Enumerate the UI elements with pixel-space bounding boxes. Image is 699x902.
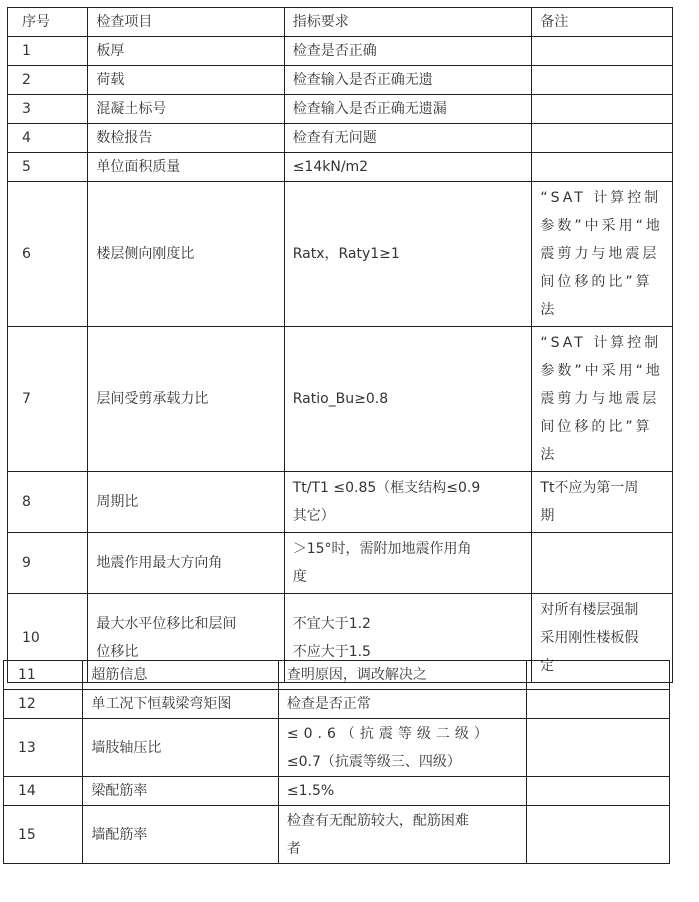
table-row: [8, 153, 673, 182]
row-requirement: 检查输入是否正确无遗漏: [284, 95, 532, 124]
note-line: 间位移的比”算: [540, 274, 653, 290]
table-row: [8, 95, 673, 124]
row-requirement: 检查输入是否正确无遗: [284, 66, 532, 95]
row-note: [532, 37, 673, 66]
row-requirement: 检查是否正常: [278, 690, 526, 719]
row-no: 14: [4, 777, 83, 806]
note-line: 参数”中采用“地: [540, 218, 663, 234]
row-no: 1: [8, 37, 88, 66]
requirement-line: 不应大于1.5: [292, 644, 371, 660]
row-requirement: [278, 719, 526, 777]
table-row: [8, 472, 673, 533]
row-item: 单位面积质量: [88, 153, 284, 182]
row-note: [532, 472, 673, 533]
table-row: [8, 37, 673, 66]
requirement-line: Tt/T1 ≤0.85（框支结构≤0.9: [292, 480, 481, 496]
row-note: [526, 806, 669, 864]
note-line: 期: [540, 508, 555, 524]
row-no: 8: [8, 472, 88, 533]
row-item: 地震作用最大方向角: [88, 533, 284, 594]
row-item: 墙肢轴压比: [83, 719, 279, 777]
row-requirement: 检查有无问题: [284, 124, 532, 153]
row-requirement: Ratx，Raty1≥1: [284, 182, 532, 327]
requirement-line: 度: [292, 569, 307, 585]
header-no: 序号: [8, 8, 88, 37]
table-row: [4, 719, 670, 777]
row-no: 3: [8, 95, 88, 124]
row-note: [532, 153, 673, 182]
row-item: 超筋信息: [83, 661, 279, 690]
row-no: 15: [4, 806, 83, 864]
item-line: 最大水平位移比和层间: [96, 616, 237, 632]
table-row: [8, 124, 673, 153]
row-item: 混凝土标号: [88, 95, 284, 124]
row-no: 12: [4, 690, 83, 719]
row-item: 单工况下恒载梁弯矩图: [83, 690, 279, 719]
note-line: Tt不应为第一周: [540, 480, 639, 496]
note-line: 震剪力与地震层: [540, 391, 660, 407]
item-line: 位移比: [96, 644, 139, 660]
row-requirement: ≤14kN/m2: [284, 153, 532, 182]
requirement-line: ＞15°时，需附加地震作用角: [292, 541, 472, 557]
table-row: [4, 806, 670, 864]
row-item: 梁配筋率: [83, 777, 279, 806]
table-row: [4, 777, 670, 806]
row-note: [532, 533, 673, 594]
requirement-line: ≤0.6（抗震等级二级）: [286, 725, 493, 742]
requirement-line: 检查有无配筋较大，配筋困难: [286, 812, 469, 829]
row-no: 6: [8, 182, 88, 327]
row-note: [526, 690, 669, 719]
check-table-part2: [3, 660, 670, 864]
row-no: 10: [8, 594, 88, 683]
note-line: 法: [540, 447, 558, 463]
row-note: [532, 327, 673, 472]
table-row: [8, 66, 673, 95]
row-no: 4: [8, 124, 88, 153]
row-no: 5: [8, 153, 88, 182]
row-no: 11: [4, 661, 83, 690]
requirement-line: 者: [286, 840, 301, 857]
note-line: 震剪力与地震层: [540, 246, 660, 262]
note-line: 定: [540, 658, 555, 674]
table-row: [8, 182, 673, 327]
row-item: 墙配筋率: [83, 806, 279, 864]
note-line: 间位移的比”算: [540, 419, 653, 435]
row-requirement: 检查是否正确: [284, 37, 532, 66]
row-note: [526, 719, 669, 777]
row-requirement: Ratio_Bu≥0.8: [284, 327, 532, 472]
table-row: [8, 327, 673, 472]
row-item: 楼层侧向刚度比: [88, 182, 284, 327]
table-row: [4, 690, 670, 719]
header-note: 备注: [532, 8, 673, 37]
header-requirement: 指标要求: [284, 8, 532, 37]
header-item: 检查项目: [88, 8, 284, 37]
table-header-row: [8, 8, 673, 37]
row-item: 数检报告: [88, 124, 284, 153]
note-line: 采用刚性楼板假: [540, 630, 639, 646]
row-item: 荷载: [88, 66, 284, 95]
note-line: 对所有楼层强制: [540, 602, 639, 618]
row-note: [526, 777, 669, 806]
note-line: “SAT 计算控制: [540, 190, 662, 206]
table-row: [8, 533, 673, 594]
row-note: [526, 661, 669, 690]
row-no: 9: [8, 533, 88, 594]
row-item: 板厚: [88, 37, 284, 66]
row-note: [532, 124, 673, 153]
note-line: “SAT 计算控制: [540, 335, 662, 351]
row-requirement: 查明原因，调改解决之: [278, 661, 526, 690]
row-no: 2: [8, 66, 88, 95]
row-requirement: [284, 472, 532, 533]
row-requirement: ≤1.5%: [278, 777, 526, 806]
note-line: 法: [540, 302, 558, 318]
row-item: 周期比: [88, 472, 284, 533]
row-note: [532, 182, 673, 327]
note-line: 参数”中采用“地: [540, 363, 663, 379]
row-no: 13: [4, 719, 83, 777]
table-row: [4, 661, 670, 690]
requirement-line: 其它）: [292, 508, 335, 524]
row-no: 7: [8, 327, 88, 472]
row-note: [532, 66, 673, 95]
row-item: 层间受剪承载力比: [88, 327, 284, 472]
requirement-line: ≤0.7（抗震等级三、四级）: [286, 753, 461, 770]
row-note: [532, 95, 673, 124]
row-requirement: [278, 806, 526, 864]
requirement-line: 不宜大于1.2: [292, 616, 371, 632]
check-table-part1: [7, 7, 673, 683]
row-requirement: [284, 533, 532, 594]
